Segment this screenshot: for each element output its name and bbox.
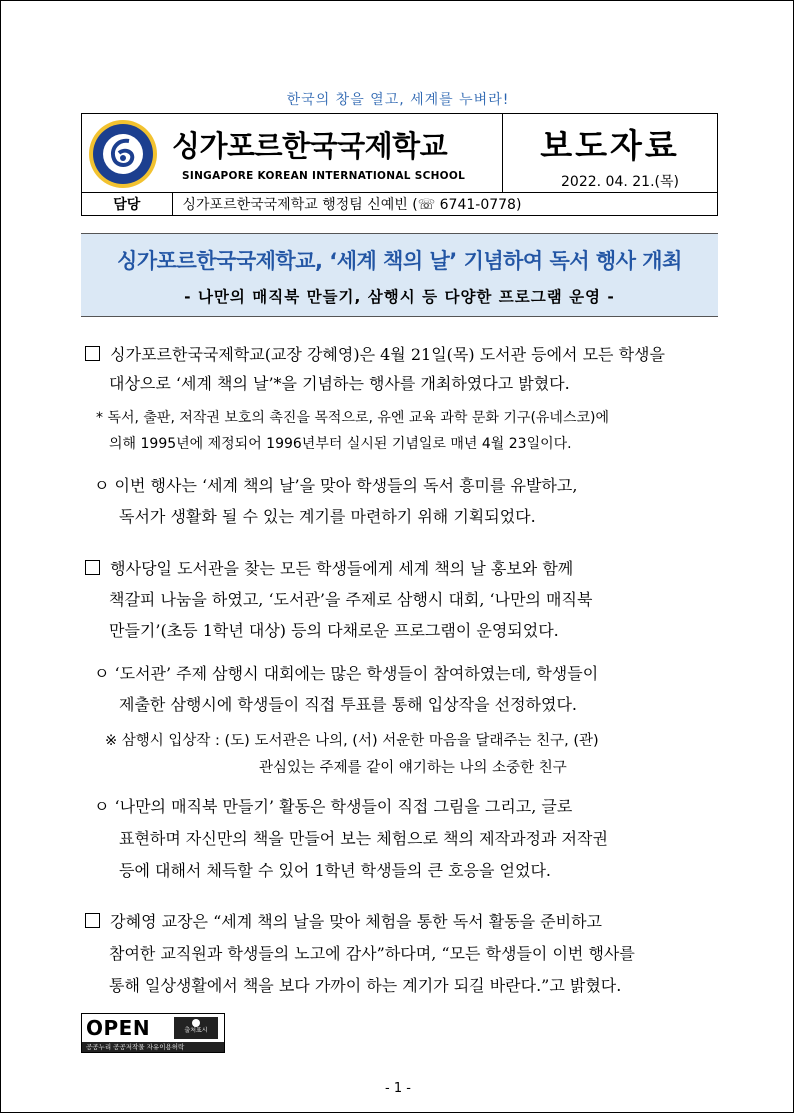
header-table [81, 113, 718, 216]
sub-point-1-line-1: ㅇ 이번 행사는 ‘세계 책의 날’을 맞아 학생들의 독서 흥미를 유발하고, [94, 476, 578, 495]
sub-point-3-line-1: ㅇ ‘나만의 매직북 만들기’ 활동은 학생들이 직접 그림을 그리고, 글로 [94, 797, 573, 816]
paragraph-2-line-2: 책갈피 나눔을 하였고, ‘도서관’을 주제로 삼행시 대회, ‘나만의 매직북 [109, 590, 593, 609]
footnote-1-line-1: * 독서, 출판, 저작권 보호의 촉진을 목적으로, 유엔 교육 과학 문화 기구(유네스코)에 [96, 410, 609, 426]
school-logo [88, 119, 158, 189]
person-icon [192, 1019, 200, 1027]
kogl-open-license-badge [81, 1013, 225, 1053]
headline-box [81, 233, 718, 317]
press-release-label: 보도자료 [540, 126, 680, 165]
paragraph-1-line-2: 대상으로 ‘세계 책의 날’*을 기념하는 행사를 개최하였다고 밝혔다. [109, 374, 570, 393]
headline-subtitle: - 나만의 매직북 만들기, 삼행시 등 다양한 프로그램 운영 - [184, 288, 615, 306]
school-name-ko: 싱가포르한국국제학교 [172, 129, 448, 163]
slogan: 한국의 창을 열고, 세계를 누벼라! [286, 92, 510, 108]
paragraph-2-line-1: 행사당일 도서관을 찾는 모든 학생들에게 세계 책의 날 홍보와 함께 [85, 554, 573, 583]
paragraph-2-line-3: 만들기’(초등 1학년 대상) 등의 다채로운 프로그램이 운영되었다. [109, 621, 559, 640]
press-cell [503, 114, 718, 193]
press-date: 2022. 04. 21.(목) [561, 174, 679, 190]
open-license-caption: 공공누리 공공저작물 자유이용허락 [82, 1042, 224, 1052]
page-number: - 1 - [385, 1081, 411, 1096]
paragraph-3-line-1: 강혜영 교장은 “세계 책의 날을 맞아 체험을 통한 독서 활동을 준비하고 [85, 907, 602, 936]
footnote-1-line-2: 의해 1995년에 제정되어 1996년부터 실시된 기념일로 매년 4월 23일이다. [109, 436, 572, 452]
paragraph-1-line-1: 싱가포르한국국제학교(교장 강혜영)은 4월 21일(목) 도서관 등에서 모든 학생을 [85, 340, 665, 369]
winners-note-line-2: 관심있는 주제를 같이 얘기하는 나의 소중한 친구 [259, 760, 567, 776]
logo-cell [82, 114, 173, 193]
checkbox-bullet-icon [85, 913, 100, 928]
headline-title: 싱가포르한국국제학교, ‘세계 책의 날’ 기념하여 독서 행사 개최 [117, 249, 682, 273]
open-license-label: OPEN [86, 1016, 151, 1040]
school-name-cell [172, 114, 503, 193]
paragraph-3-line-2: 참여한 교직원과 학생들의 노고에 감사”하다며, “모든 학생들이 이번 행사를 [109, 944, 635, 963]
sub-point-1-line-2: 독서가 생활화 될 수 있는 계기를 마련하기 위해 기획되었다. [119, 507, 536, 526]
paragraph-3-line-3: 통해 일상생활에서 책을 보다 가까이 하는 계기가 되길 바란다.”고 밝혔다. [109, 976, 622, 995]
attribution-badge: 출처표시 [174, 1017, 218, 1039]
contact-label: 담당 [82, 193, 173, 216]
checkbox-bullet-icon [85, 346, 100, 361]
sub-point-2-line-2: 제출한 삼행시에 학생들이 직접 투표를 통해 입상작을 선정하였다. [119, 695, 578, 714]
school-name-en: SINGAPORE KOREAN INTERNATIONAL SCHOOL [182, 170, 466, 182]
sub-point-3-line-2: 표현하며 자신만의 책을 만들어 보는 체험으로 책의 제작과정과 저작권 [119, 829, 608, 848]
contact-text: 싱가포르한국국제학교 행정팀 신예빈 (☏ 6741-0778) [172, 193, 718, 216]
sub-point-2-line-1: ㅇ ‘도서관’ 주제 삼행시 대회에는 많은 학생들이 참여하였는데, 학생들이 [94, 664, 599, 683]
winners-note-line-1: ※ 삼행시 입상작 : (도) 도서관은 나의, (서) 서운한 마음을 달래주는 친구, (관) [105, 733, 599, 749]
checkbox-bullet-icon [85, 560, 100, 575]
sub-point-3-line-3: 등에 대해서 체득할 수 있어 1학년 학생들의 큰 호응을 얻었다. [119, 861, 551, 880]
